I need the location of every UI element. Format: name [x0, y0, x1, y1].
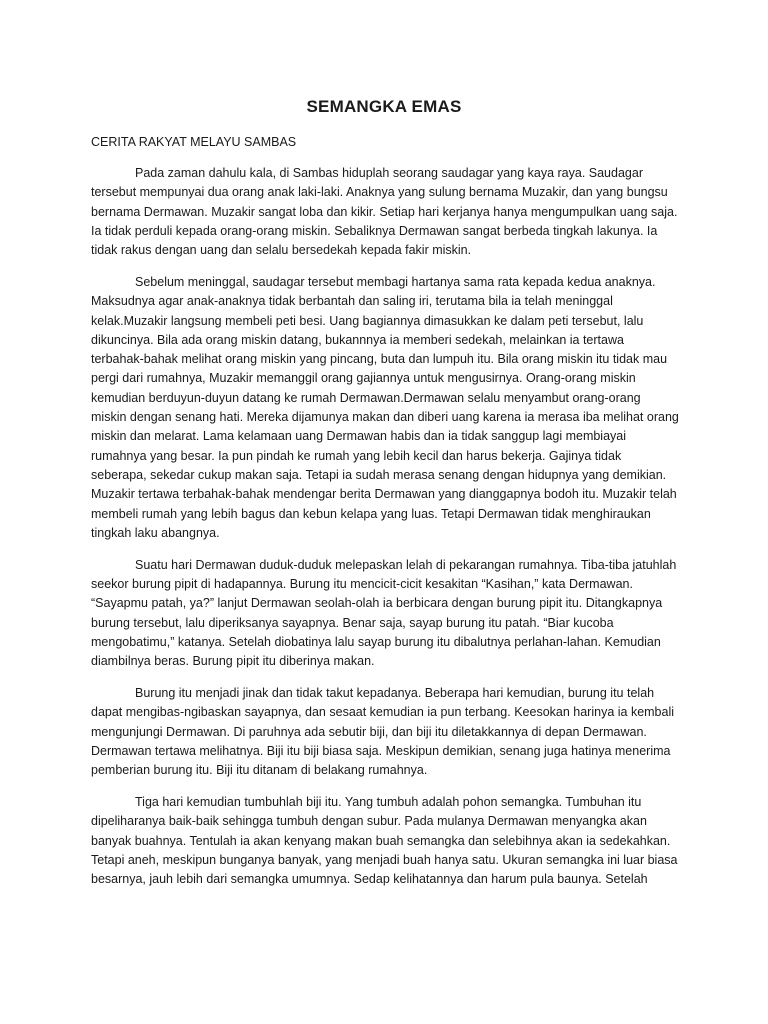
document-body: [91, 164, 679, 902]
paragraph-4: Burung itu menjadi jinak dan tidak takut kepadanya. Beberapa hari kemudian, burung itu telah dapat mengibas-ngibaskan sayapnya, dan sesaat kemudian ia pun terbang. Keesokan harinya ia kembali mengunjungi Dermawan. Di paruhnya ada sebutir biji, dan biji itu diletakkannya di depan Dermawan. Dermawan tertawa melihatnya. Biji itu biji biasa saja. Meskipun demikian, senang juga hatinya menerima pemberian burung itu. Biji itu ditanam di belakang rumahnya.: [91, 685, 675, 778]
document-subtitle: CERITA RAKYAT MELAYU SAMBAS: [91, 135, 297, 149]
paragraph-5: Tiga hari kemudian tumbuhlah biji itu. Yang tumbuh adalah pohon semangka. Tumbuhan itu dipeliharanya baik-baik sehingga tumbuh dengan subur. Pada mulanya Dermawan menyangka akan banyak buahnya. Tentulah ia akan kenyang makan buah semangka dan selebihnya akan ia sedekahkan. Tetapi aneh, meskipun bunganya banyak, yang menjadi buah hanya satu. Ukuran semangka ini luar biasa besarnya, jauh lebih dari semangka umumnya. Sedap kelihatannya dan harum pula baunya. Setelah: [91, 794, 678, 887]
document-title: SEMANGKA EMAS: [306, 97, 462, 116]
paragraph-3: Suatu hari Dermawan duduk-duduk melepaskan lelah di pekarangan rumahnya. Tiba-tiba jatuhlah seekor burung pipit di hadapannya. Burung itu mencicit-cicit kesakitan “Kasihan,” kata Dermawan. “Sayapmu patah, ya?” lanjut Dermawan seolah-olah ia berbicara dengan burung pipit itu. Ditangkapnya burung tersebut, lalu diperiksanya sayapnya. Benar saja, sayap burung itu patah. “Biar kucoba mengobatimu,” katanya. Setelah diobatinya lalu sayap burung itu dibalutnya perlahan-lahan. Kemudian diambilnya beras. Burung pipit itu diberinya makan.: [91, 557, 677, 669]
paragraph-1: Pada zaman dahulu kala, di Sambas hiduplah seorang saudagar yang kaya raya. Saudagar tersebut mempunyai dua orang anak laki-laki. Anaknya yang sulung bernama Muzakir, dan yang bungsu bernama Dermawan. Muzakir sangat loba dan kikir. Setiap hari kerjanya hanya mengumpulkan uang saja. Ia tidak perduli kepada orang-orang miskin. Sebaliknya Dermawan sangat berbeda tingkah lakunya. Ia tidak rakus dengan uang dan selalu bersedekah kepada fakir miskin.: [91, 166, 678, 258]
paragraph-2: Sebelum meninggal, saudagar tersebut membagi hartanya sama rata kepada kedua anaknya. Maksudnya agar anak-anaknya tidak berbantah dan saling iri, terutama bila ia telah meninggal kelak.Muzakir langsung membeli peti besi. Uang bagiannya dimasukkan ke dalam peti tersebut, lalu dikuncinya. Bila ada orang miskin datang, bukannnya ia memberi sedekah, melainkan ia tertawa terbahak-bahak melihat orang miskin yang pincang, buta dan lumpuh itu. Bila orang miskin itu tidak mau pergi dari rumahnya, Muzakir memanggil orang gajiannya untuk mengusirnya. Orang-orang miskin kemudian berduyun-duyun datang ke rumah Dermawan.Dermawan selalu menyambut orang-orang miskin dengan senang hati. Mereka dijamunya makan dan diberi uang karena ia merasa iba melihat orang miskin dan melarat. Lama kelamaan uang Dermawan habis dan ia tidak sanggup lagi membiayai rumahnya yang besar. Ia pun pindah ke rumah yang lebih kecil dan harus bekerja. Gajinya tidak seberapa, sekedar cukup makan saja. Tetapi ia sudah merasa senang dengan hidupnya yang demikian. Muzakir tertawa terbahak-bahak mendengar berita Dermawan yang dianggapnya bodoh itu. Muzakir telah membeli rumah yang lebih bagus dan kebun kelapa yang luas. Tetapi Dermawan tidak menghiraukan tingkah laku abangnya.: [91, 274, 679, 540]
